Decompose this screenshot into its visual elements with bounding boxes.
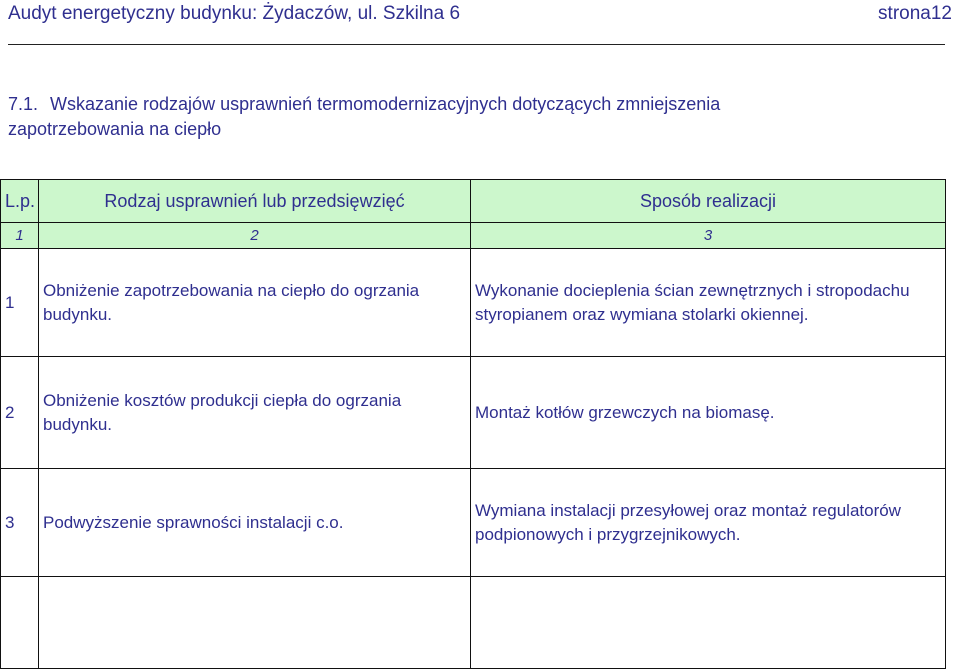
row-lp: 3 [1, 469, 39, 577]
row-realization-method: Wymiana instalacji przesyłowej oraz montaż regulatorów podpionowych i przygrzejnikowych. [471, 469, 946, 577]
empty-cell [1, 577, 39, 669]
header-divider [8, 44, 945, 45]
page-number-label: strona12 [878, 3, 952, 24]
row-improvement-type: Obniżenie kosztów produkcji ciepła do ogrzania budynku. [39, 357, 471, 469]
section-title-line2: zapotrzebowania na ciepło [8, 119, 222, 139]
row-lp: 1 [1, 249, 39, 357]
document-header-title: Audyt energetyczny budynku: Żydaczów, ul. Szkilna 6 [8, 3, 461, 24]
section-number: 7.1. [8, 94, 39, 114]
table-row [1, 357, 946, 469]
row-realization-method: Wykonanie docieplenia ścian zewnętrznych i stropodachu styropianem oraz wymiana stolarki okiennej. [471, 249, 946, 357]
row-improvement-type: Obniżenie zapotrzebowania na ciepło do ogrzania budynku. [39, 249, 471, 357]
index-cell: 1 [1, 223, 39, 249]
section-heading [8, 92, 888, 142]
section-title-line1: Wskazanie rodzajów usprawnień termomodernizacyjnych dotyczących zmniejszenia [50, 94, 721, 114]
empty-cell [471, 577, 946, 669]
header-lp: L.p. [1, 180, 39, 223]
table-empty-row [1, 577, 946, 669]
empty-cell [39, 577, 471, 669]
table-row [1, 249, 946, 357]
table-header-row [1, 180, 946, 223]
row-lp: 2 [1, 357, 39, 469]
header-realization-method: Sposób realizacji [471, 180, 946, 223]
header-improvement-type: Rodzaj usprawnień lub przedsięwzięć [39, 180, 471, 223]
row-realization-method: Montaż kotłów grzewczych na biomasę. [471, 357, 946, 469]
improvements-table [0, 179, 946, 669]
table-index-row [1, 223, 946, 249]
table-row [1, 469, 946, 577]
index-cell: 2 [39, 223, 471, 249]
row-improvement-type: Podwyższenie sprawności instalacji c.o. [39, 469, 471, 577]
index-cell: 3 [471, 223, 946, 249]
